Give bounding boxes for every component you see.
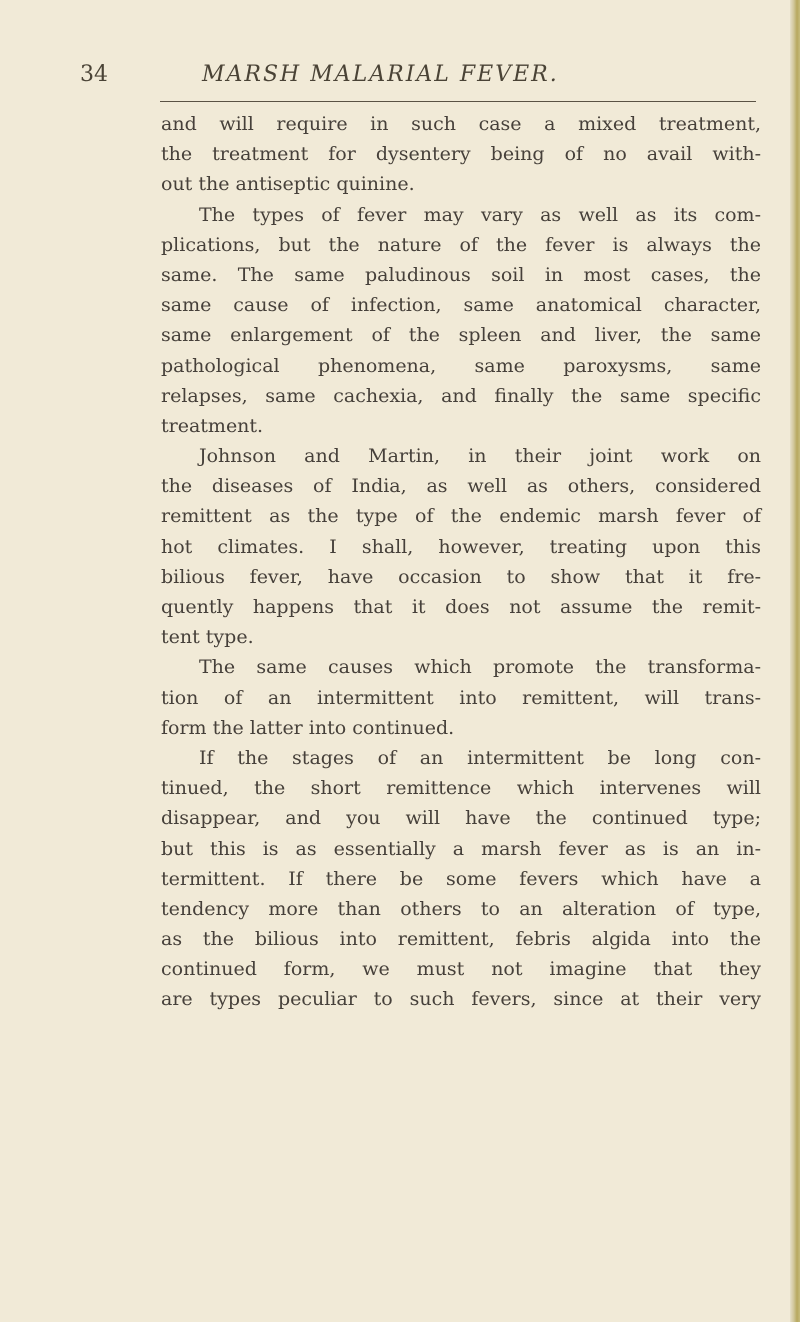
page-edge: [790, 0, 800, 1322]
text-line: plications, but the nature of the fever is always the: [161, 233, 761, 256]
text-line: termittent. If there be some fevers which have a: [161, 867, 761, 890]
text-line: disappear, and you will have the continued type;: [161, 807, 761, 830]
text-line: tion of an intermittent into remittent, will trans-: [161, 686, 761, 709]
text-line: quently happens that it does not assume the remit-: [161, 596, 761, 618]
text-line: The types of fever may vary as well as its com-: [199, 203, 761, 226]
text-line: are types peculiar to such fevers, since at their very: [161, 988, 761, 1011]
text-line: If the stages of an intermittent be long con-: [199, 746, 761, 769]
body-text: [161, 109, 761, 1015]
text-line: same. The same paludinous soil in most cases, the: [161, 263, 761, 286]
text-line: tinued, the short remittence which intervenes will: [161, 777, 761, 800]
text-line: the treatment for dysentery being of no avail with-: [161, 143, 761, 166]
page-number: 34: [80, 62, 108, 87]
text-line: out the antiseptic quinine.: [161, 173, 415, 196]
text-line: same cause of infection, same anatomical character,: [161, 294, 761, 317]
text-line: form the latter into continued.: [161, 716, 455, 739]
text-line: as the bilious into remittent, febris algida into the: [161, 928, 761, 951]
text-line: treatment.: [161, 414, 264, 437]
text-line: tent type.: [161, 626, 254, 649]
text-line: continued form, we must not imagine that they: [161, 958, 761, 981]
text-line: hot climates. I shall, however, treating upon this: [161, 535, 761, 558]
text-line: remittent as the type of the endemic marsh fever of: [161, 505, 761, 528]
text-line: Johnson and Martin, in their joint work on: [199, 445, 761, 468]
text-line: relapses, same cachexia, and finally the same specific: [161, 384, 761, 407]
text-line: same enlargement of the spleen and liver, the same: [161, 324, 761, 347]
running-head: MARSH MALARIAL FEVER.: [202, 62, 559, 87]
text-line: the diseases of India, as well as others, considered: [161, 475, 761, 498]
text-line: The same causes which promote the transforma-: [199, 656, 761, 679]
text-line: pathological phenomena, same paroxysms, same: [161, 354, 761, 377]
text-line: bilious fever, have occasion to show that it fre-: [161, 565, 761, 588]
text-line: tendency more than others to an alteration of type,: [161, 897, 761, 920]
text-line: but this is as essentially a marsh fever as is an in-: [161, 837, 761, 860]
header-rule: [160, 101, 756, 102]
text-line: and will require in such case a mixed treatment,: [161, 113, 761, 135]
page-header: [80, 60, 760, 90]
